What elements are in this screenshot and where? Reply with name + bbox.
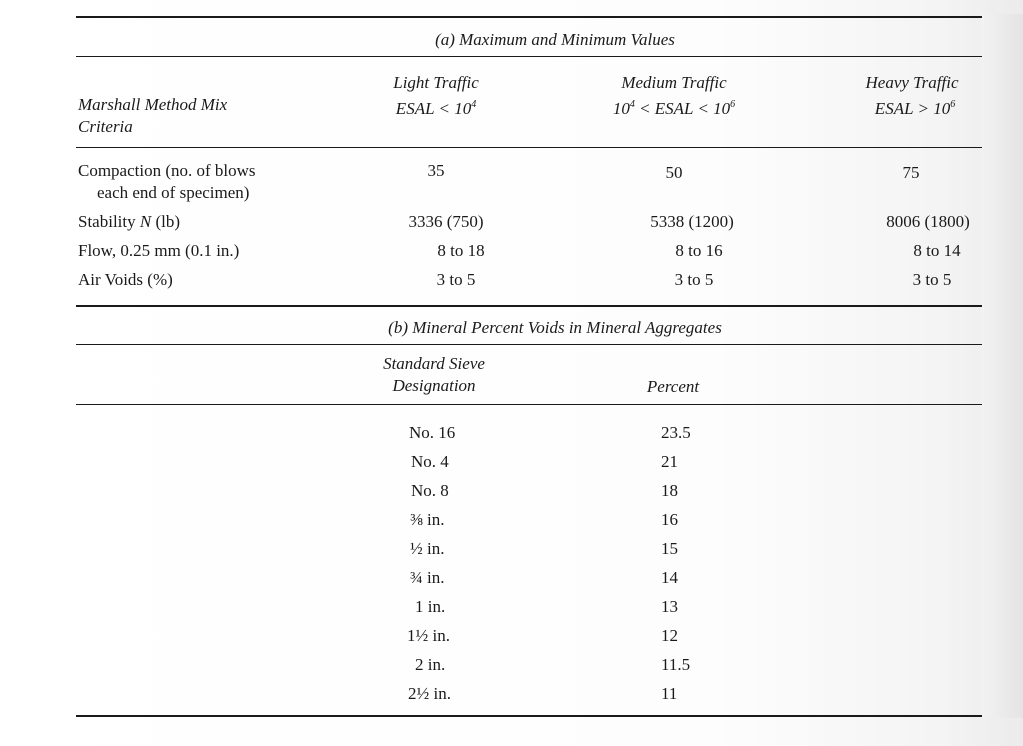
percent-row-3: 18	[661, 481, 678, 500]
page-edge-shadow	[982, 14, 1023, 718]
header-criteria-line1: Marshall Method Mix	[78, 95, 228, 114]
row-flow-medium: 8 to 16	[675, 241, 723, 260]
header-heavy-title: Heavy Traffic	[865, 73, 959, 92]
row-stability-heavy: 8006 (1800)	[886, 212, 970, 231]
row-compaction-medium: 50	[665, 163, 683, 182]
row-air-voids-light: 3 to 5	[436, 270, 476, 289]
sieve-row-8: 1½ in.	[407, 626, 450, 645]
header-heavy-range: ESAL > $10^6$	[874, 99, 956, 118]
row-air-voids-label: Air Voids (%)	[78, 270, 173, 289]
header-medium-title: Medium Traffic	[621, 73, 727, 92]
sieve-row-2: No. 4	[411, 452, 449, 471]
caption-a-rule	[76, 56, 982, 57]
row-compaction-label-line2: each end of specimen)	[97, 183, 250, 202]
row-stability-light: 3336 (750)	[408, 212, 484, 231]
row-air-voids-medium: 3 to 5	[674, 270, 714, 289]
header-sieve-line2: Designation	[392, 376, 476, 395]
part-a-bottom-rule	[76, 305, 982, 307]
row-air-voids-heavy: 3 to 5	[912, 270, 952, 289]
table-top-rule	[76, 16, 982, 18]
percent-row-7: 13	[661, 597, 678, 616]
row-compaction-light: 35	[427, 161, 445, 180]
header-b-rule	[76, 404, 982, 405]
table-bottom-rule	[76, 715, 982, 717]
sieve-row-7: 1 in.	[415, 597, 446, 616]
header-criteria-line2: Criteria	[78, 117, 133, 136]
sieve-row-6: ¾ in.	[410, 568, 445, 587]
header-a-rule	[76, 147, 982, 148]
percent-row-4: 16	[661, 510, 678, 529]
sieve-row-9: 2 in.	[415, 655, 446, 674]
header-light-title: Light Traffic	[393, 73, 479, 92]
row-flow-label: Flow, 0.25 mm (0.1 in.)	[78, 241, 240, 260]
row-flow-heavy: 8 to 14	[913, 241, 961, 260]
header-light-range: ESAL < $10^4$	[395, 99, 477, 118]
percent-row-2: 21	[661, 452, 678, 471]
sieve-row-1: No. 16	[409, 423, 456, 442]
header-sieve-line1: Standard Sieve	[383, 354, 485, 373]
row-compaction-label-line1: Compaction (no. of blows	[78, 161, 256, 180]
row-flow-light: 8 to 18	[437, 241, 485, 260]
sieve-row-3: No. 8	[411, 481, 449, 500]
percent-row-6: 14	[661, 568, 678, 587]
percent-row-1: 23.5	[661, 423, 691, 442]
sieve-row-10: 2½ in.	[408, 684, 451, 703]
sieve-row-5: ½ in.	[410, 539, 445, 558]
percent-row-8: 12	[661, 626, 678, 645]
caption-a: (a) Maximum and Minimum Values	[435, 30, 675, 49]
percent-row-5: 15	[661, 539, 678, 558]
percent-row-9: 11.5	[661, 655, 691, 674]
sieve-row-4: ⅜ in.	[410, 510, 445, 529]
row-stability-label: Stability N (lb)	[78, 212, 181, 231]
percent-row-10: 11	[661, 684, 678, 703]
header-medium-range: $10^4$ < ESAL < $10^6$	[612, 99, 736, 118]
header-percent: Percent	[646, 377, 700, 396]
caption-b-rule	[76, 344, 982, 345]
row-stability-medium: 5338 (1200)	[650, 212, 734, 231]
row-compaction-heavy: 75	[902, 163, 920, 182]
caption-b: (b) Mineral Percent Voids in Mineral Aggregates	[388, 318, 722, 337]
